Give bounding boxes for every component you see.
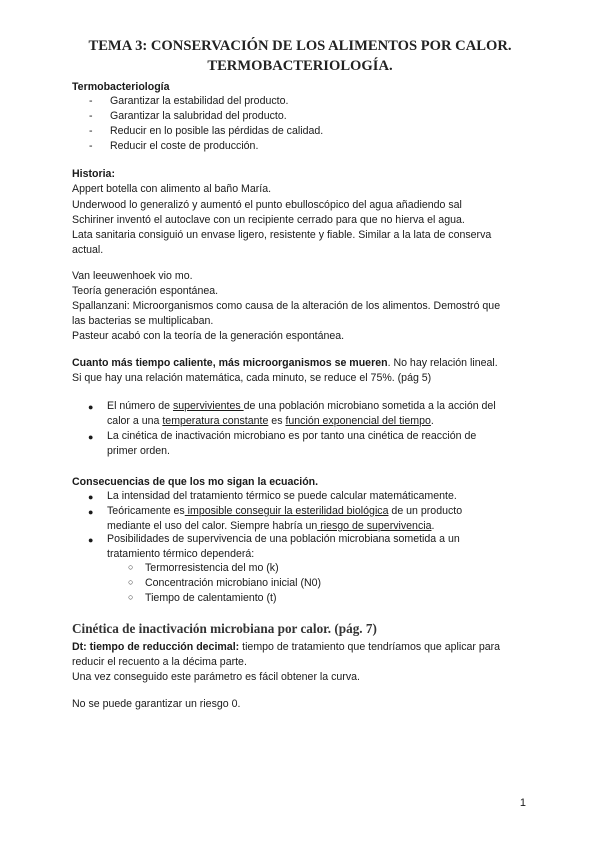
- list-item-text: [107, 400, 496, 412]
- historia-line: Pasteur acabó con la teoría de la generación espontánea.: [72, 330, 345, 342]
- historia-line: las bacterias se multiplicaban.: [72, 315, 214, 327]
- dash-marker: -: [89, 95, 93, 107]
- list-item-text: Garantizar la estabilidad del producto.: [110, 95, 289, 107]
- circle-bullet-marker: ○: [128, 562, 134, 572]
- underlined-term: supervivientes: [172, 400, 244, 412]
- list-item-text: primer orden.: [107, 445, 170, 457]
- historia-line: actual.: [72, 244, 104, 256]
- text-run: .: [431, 520, 435, 532]
- underlined-term: temperatura constante: [162, 415, 269, 427]
- text-run: tiempo de tratamiento que tendríamos que aplicar para: [239, 641, 501, 653]
- cinetica-heading: Cinética de inactivación microbiana por calor. (pág. 7): [72, 621, 377, 636]
- text-run: Teóricamente es: [107, 505, 185, 517]
- bullet-marker: ●: [88, 535, 94, 545]
- bullet-marker: ●: [88, 432, 94, 442]
- termo-heading: Termobacteriología: [72, 81, 170, 93]
- underlined-term: función exponencial del tiempo: [285, 415, 431, 427]
- cuanto-paragraph-line: Si que hay una relación matemática, cada minuto, se reduce el 75%. (pág 5): [72, 372, 432, 384]
- dash-marker: -: [89, 125, 93, 137]
- list-item-text: La cinética de inactivación microbiano es por tanto una cinética de reacción de: [107, 430, 477, 442]
- historia-line: Underwood lo generalizó y aumentó el punto ebulloscópico del agua añadiendo sal: [72, 199, 462, 211]
- historia-line: Lata sanitaria consiguió un envase ligero, resistente y fiable. Similar a la lata de conserva: [72, 229, 492, 241]
- list-item-text: [107, 520, 434, 532]
- historia-line: Teoría generación espontánea.: [72, 285, 219, 297]
- bullet-marker: ●: [88, 402, 94, 412]
- cuanto-paragraph-line: [72, 356, 498, 371]
- historia-line: Schiriner inventó el autoclave con un recipiente cerrado para que no hierva el agua.: [72, 214, 465, 226]
- page-number: 1: [519, 797, 526, 809]
- underlined-term: riesgo de supervivencia: [317, 520, 432, 532]
- historia-heading: Historia:: [72, 168, 115, 180]
- bullet-marker: ●: [88, 492, 94, 502]
- circle-bullet-marker: ○: [128, 592, 134, 602]
- dash-marker: -: [89, 110, 93, 122]
- sub-list-item: Termorresistencia del mo (k): [145, 562, 279, 574]
- list-item-text: Garantizar la salubridad del producto.: [110, 110, 287, 122]
- list-item-text: [107, 505, 462, 517]
- dt-bold: Dt: tiempo de reducción decimal:: [72, 641, 240, 653]
- cuanto-bold: Cuanto más tiempo caliente, más microorganismos se mueren: [72, 357, 388, 369]
- list-item-text: Reducir en lo posible las pérdidas de calidad.: [110, 125, 324, 137]
- page-title-line-2: TERMOBACTERIOLOGÍA.: [207, 58, 393, 74]
- cinetica-line: [72, 640, 500, 655]
- text-run: El número de: [107, 400, 173, 412]
- consecuencias-heading: Consecuencias de que los mo sigan la ecuación.: [72, 476, 319, 488]
- text-run: calor a una: [107, 415, 163, 427]
- list-item-text: [107, 415, 434, 427]
- sub-list-item: Tiempo de calentamiento (t): [145, 592, 277, 604]
- list-item-text: Posibilidades de supervivencia de una población microbiana sometida a un: [107, 533, 460, 545]
- historia-line: Van leeuwenhoek vio mo.: [72, 270, 193, 282]
- page-title-line-1: TEMA 3: CONSERVACIÓN DE LOS ALIMENTOS POR CALOR.: [88, 38, 512, 54]
- historia-line: Spallanzani: Microorganismos como causa de la alteración de los alimentos. Demostró que: [72, 300, 501, 312]
- cinetica-line: reducir el recuento a la décima parte.: [72, 656, 247, 668]
- text-run: de un producto: [388, 505, 463, 517]
- historia-line: Appert botella con alimento al baño María.: [72, 183, 272, 195]
- bullet-marker: ●: [88, 507, 94, 517]
- circle-bullet-marker: ○: [128, 577, 134, 587]
- text-run: es: [268, 415, 286, 427]
- underlined-term: imposible conseguir la esterilidad biológica: [184, 505, 389, 517]
- list-item-text: tratamiento térmico dependerá:: [107, 548, 255, 560]
- cinetica-line: No se puede garantizar un riesgo 0.: [72, 698, 241, 710]
- cuanto-rest: . No hay relación lineal.: [387, 357, 498, 369]
- list-item-text: La intensidad del tratamiento térmico se puede calcular matemáticamente.: [107, 490, 457, 502]
- list-item-text: Reducir el coste de producción.: [110, 140, 259, 152]
- text-run: .: [430, 415, 434, 427]
- cinetica-line: Una vez conseguido este parámetro es fácil obtener la curva.: [72, 671, 360, 683]
- text-run: mediante el uso del calor. Siempre habría un: [107, 520, 318, 532]
- text-run: de una población microbiano sometida a la acción del: [243, 400, 496, 412]
- dash-marker: -: [89, 140, 93, 152]
- sub-list-item: Concentración microbiano inicial (N0): [145, 577, 322, 589]
